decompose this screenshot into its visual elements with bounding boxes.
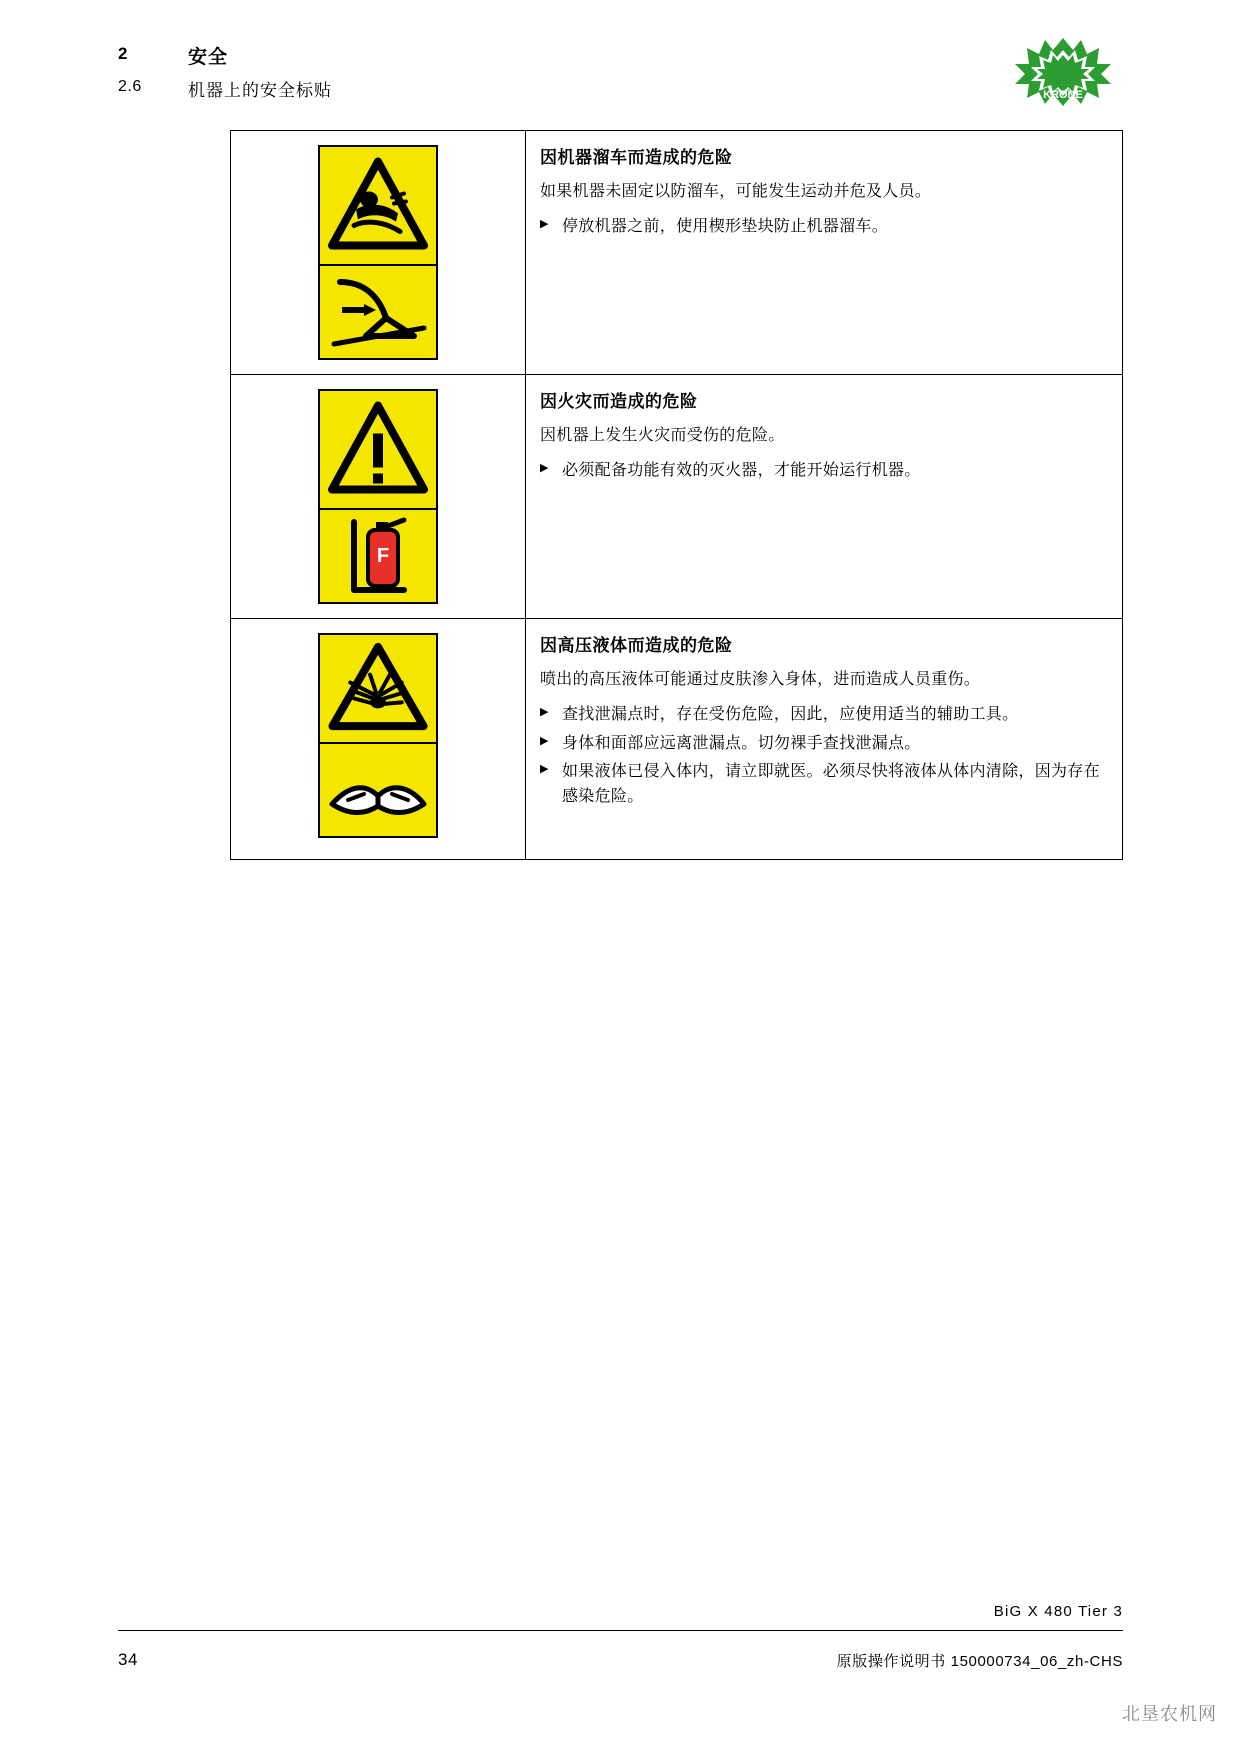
chapter-title: 安全 [188,47,229,68]
table-row [231,375,1122,619]
danger-title: 因火灾而造成的危险 [540,392,698,411]
list-item: ▶ 必须配备功能有效的灭火器，才能开始运行机器。 [540,459,1104,484]
safety-decals-table [230,130,1123,860]
chapter-number: 2 [118,44,128,63]
read-manual-icon [318,743,438,838]
crush-hazard-triangle-icon [318,145,438,265]
measure-list [540,703,1104,810]
wheel-chock-icon [318,265,438,360]
svg-text:F: F [376,545,390,567]
high-pressure-fluid-triangle-icon [318,633,438,743]
general-warning-triangle-icon [318,389,438,509]
pictogram-cell [231,619,526,859]
section-title: 机器上的安全标贴 [188,81,332,100]
danger-description: 如果机器未固定以防溜车，可能发生运动并危及人员。 [540,183,932,200]
krone-logo-icon [1003,36,1123,108]
footer-divider [118,1630,1123,1631]
table-row [231,619,1122,859]
text-cell [526,619,1122,859]
text-cell [526,131,1122,374]
pictogram-cell [231,131,526,374]
list-item: ▶ 停放机器之前，使用楔形垫块防止机器溜车。 [540,215,1104,240]
list-item: ▶ 身体和面部应远离泄漏点。切勿裸手查找泄漏点。 [540,732,1104,757]
section-number: 2.6 [118,78,142,95]
pictogram-cell [231,375,526,618]
svg-text:KRONE: KRONE [1043,89,1083,101]
danger-description: 因机器上发生火灾而受伤的危险。 [540,427,785,444]
measure-list [540,459,1104,484]
danger-description: 喷出的高压液体可能通过皮肤渗入身体，进而造成人员重伤。 [540,671,981,688]
footer-model: BiG X 480 Tier 3 [993,1603,1123,1620]
page-header [118,40,1123,118]
fire-extinguisher-icon [318,509,438,604]
list-item: ▶ 查找泄漏点时，存在受伤危险，因此，应使用适当的辅助工具。 [540,703,1104,728]
danger-title: 因高压液体而造成的危险 [540,636,733,655]
danger-title: 因机器溜车而造成的危险 [540,148,733,167]
measure-list [540,215,1104,240]
watermark: 北垦农机网 [1122,1704,1217,1724]
page-number: 34 [118,1650,138,1669]
text-cell [526,375,1122,618]
list-item: ▶ 如果液体已侵入体内，请立即就医。必须尽快将液体从体内清除，因为存在感染危险。 [540,760,1104,810]
table-row [231,131,1122,375]
footer-document-id: 原版操作说明书 150000734_06_zh-CHS [836,1653,1123,1670]
